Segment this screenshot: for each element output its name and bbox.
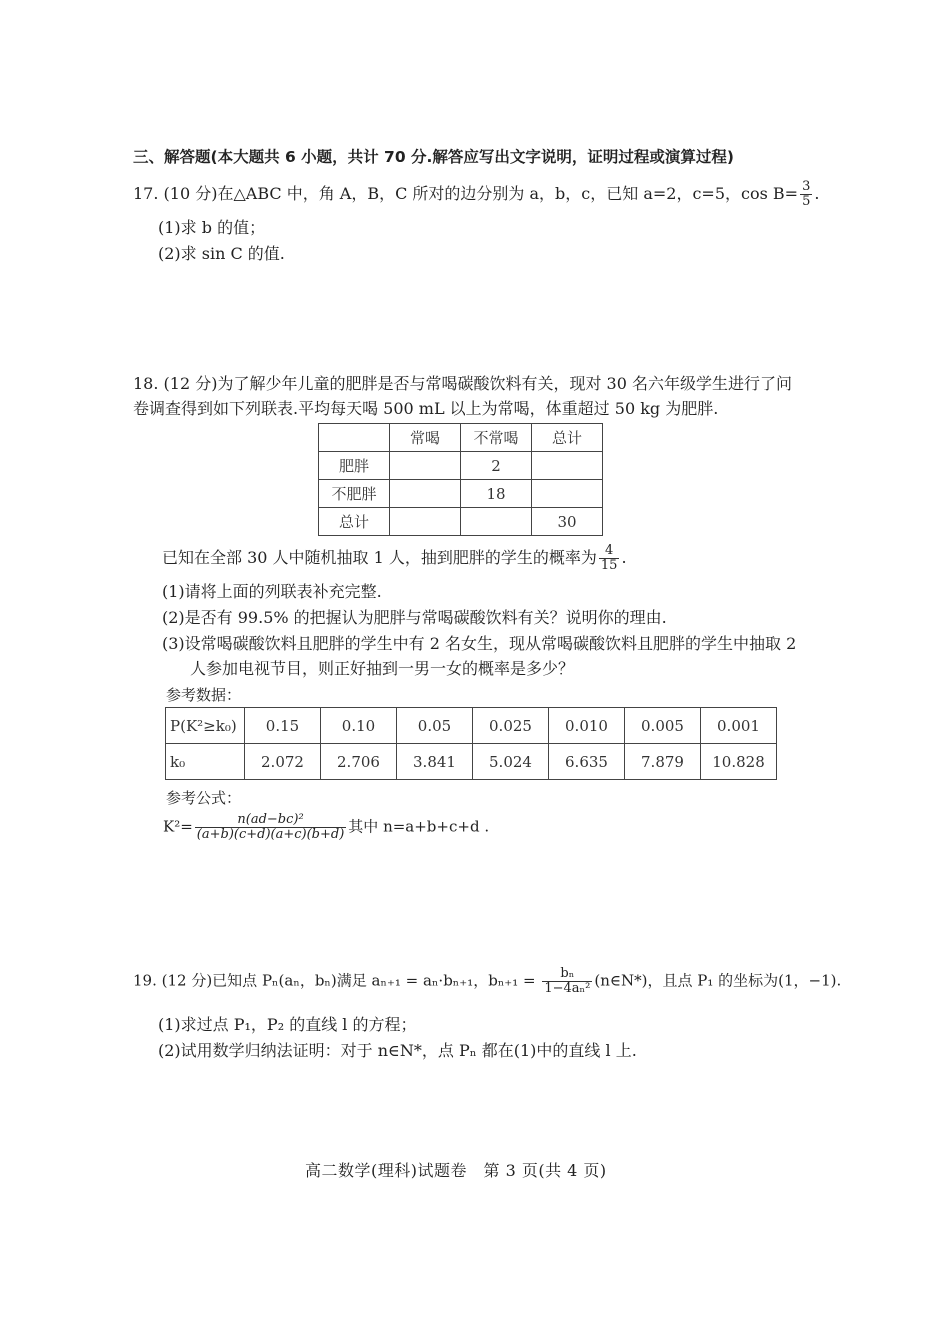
table-row (319, 480, 603, 508)
q18-frac-den: 15 (600, 558, 618, 573)
q17-part1: (1)求 b 的值； (158, 218, 266, 237)
q17-part2: (2)求 sin C 的值. (158, 244, 285, 263)
table-cell: 不常喝 (461, 424, 532, 452)
table-cell (390, 508, 461, 536)
table-cell: 2.706 (321, 744, 397, 780)
table-row (166, 744, 777, 780)
table-cell: P(K²≥k₀) (166, 708, 245, 744)
table-cell: k₀ (166, 744, 245, 780)
table-cell: 18 (461, 480, 532, 508)
table-cell: 7.879 (625, 744, 701, 780)
q17-frac-den: 5 (802, 194, 811, 209)
table-row (319, 452, 603, 480)
contingency-table (318, 423, 603, 536)
q19-stem-text: 19. (12 分)已知点 Pₙ(aₙ，bₙ)满足 aₙ₊₁ = aₙ·bₙ₊₁，bₙ₊₁ = (133, 971, 541, 990)
table-cell: 5.024 (473, 744, 549, 780)
formula-lhs: K²= (163, 817, 193, 836)
table-header-row (319, 424, 603, 452)
q19-part2: (2)试用数学归纳法证明：对于 n∈N*，点 Pₙ 都在(1)中的直线 l 上. (158, 1041, 637, 1060)
section-title: 三、解答题(本大题共 6 小题，共计 70 分.解答应写出文字说明，证明过程或演算过程) (133, 148, 734, 166)
table-cell (390, 452, 461, 480)
table-cell: 2.072 (245, 744, 321, 780)
table-cell: 常喝 (390, 424, 461, 452)
table-row (166, 708, 777, 744)
table-cell: 0.001 (701, 708, 777, 744)
q19-frac-num: bₙ (542, 967, 592, 982)
q19-stem-end: (n∈N*)，且点 P₁ 的坐标为(1，−1). (594, 971, 842, 990)
q18-frac-num: 4 (599, 544, 620, 559)
formula-denominator: (a+b)(c+d)(a+c)(b+d) (196, 827, 345, 842)
table-cell: 0.15 (245, 708, 321, 744)
q17-fraction (800, 180, 812, 209)
table-cell: 3.841 (397, 744, 473, 780)
table-cell: 0.005 (625, 708, 701, 744)
q18-fraction (599, 544, 620, 573)
table-cell (532, 452, 603, 480)
table-cell (532, 480, 603, 508)
q18-known-end: . (621, 548, 627, 567)
q18-stem-line2: 卷调查得到如下列联表.平均每天喝 500 mL 以上为常喝，体重超过 50 kg 为肥胖. (133, 399, 719, 418)
table-cell: 10.828 (701, 744, 777, 780)
q17-stem-end: . (814, 184, 820, 203)
q19-stem (133, 967, 841, 996)
table-cell: 6.635 (549, 744, 625, 780)
page-footer: 高二数学(理科)试题卷 第 3 页(共 4 页) (305, 1161, 607, 1180)
q19-frac-den: 1−4aₙ² (544, 981, 591, 996)
q18-part3-line1: (3)设常喝碳酸饮料且肥胖的学生中有 2 名女生，现从常喝碳酸饮料且肥胖的学生中抽取 2 (162, 634, 797, 653)
table-cell: 肥胖 (319, 452, 390, 480)
table-row (319, 508, 603, 536)
table-cell (461, 508, 532, 536)
k2-formula (163, 813, 489, 842)
table-cell: 总计 (532, 424, 603, 452)
table-cell: 不肥胖 (319, 480, 390, 508)
q17-frac-num: 3 (802, 179, 811, 194)
table-cell: 总计 (319, 508, 390, 536)
formula-numerator: n(ad−bc)² (195, 813, 347, 828)
ref-formula-label: 参考公式： (166, 789, 242, 807)
table-cell: 30 (532, 508, 603, 536)
table-cell (319, 424, 390, 452)
formula-fraction (195, 813, 347, 842)
table-cell: 2 (461, 452, 532, 480)
q18-part3-line2: 人参加电视节目，则正好抽到一男一女的概率是多少？ (190, 659, 575, 678)
q18-stem-line1: 18. (12 分)为了解少年儿童的肥胖是否与常喝碳酸饮料有关，现对 30 名六年级学生进行了问 (133, 374, 792, 393)
q18-known (162, 544, 627, 573)
table-cell: 0.10 (321, 708, 397, 744)
table-cell (390, 480, 461, 508)
q19-fraction (542, 967, 592, 996)
q18-part2: (2)是否有 99.5% 的把握认为肥胖与常喝碳酸饮料有关？说明你的理由. (162, 608, 667, 627)
q18-known-text: 已知在全部 30 人中随机抽取 1 人，抽到肥胖的学生的概率为 (162, 548, 597, 567)
q18-part1: (1)请将上面的列联表补充完整. (162, 582, 382, 601)
table-cell: 0.025 (473, 708, 549, 744)
ref-data-label: 参考数据： (166, 686, 242, 704)
table-cell: 0.05 (397, 708, 473, 744)
formula-tail: 其中 n=a+b+c+d . (348, 817, 490, 836)
q19-part1: (1)求过点 P₁，P₂ 的直线 l 的方程； (158, 1015, 417, 1034)
table-cell: 0.010 (549, 708, 625, 744)
q17-stem-text: 17. (10 分)在△ABC 中，角 A，B，C 所对的边分别为 a，b，c，已知 a=2，c=5，cos B= (133, 184, 799, 203)
reference-table (165, 707, 777, 780)
q17-stem (133, 180, 819, 209)
